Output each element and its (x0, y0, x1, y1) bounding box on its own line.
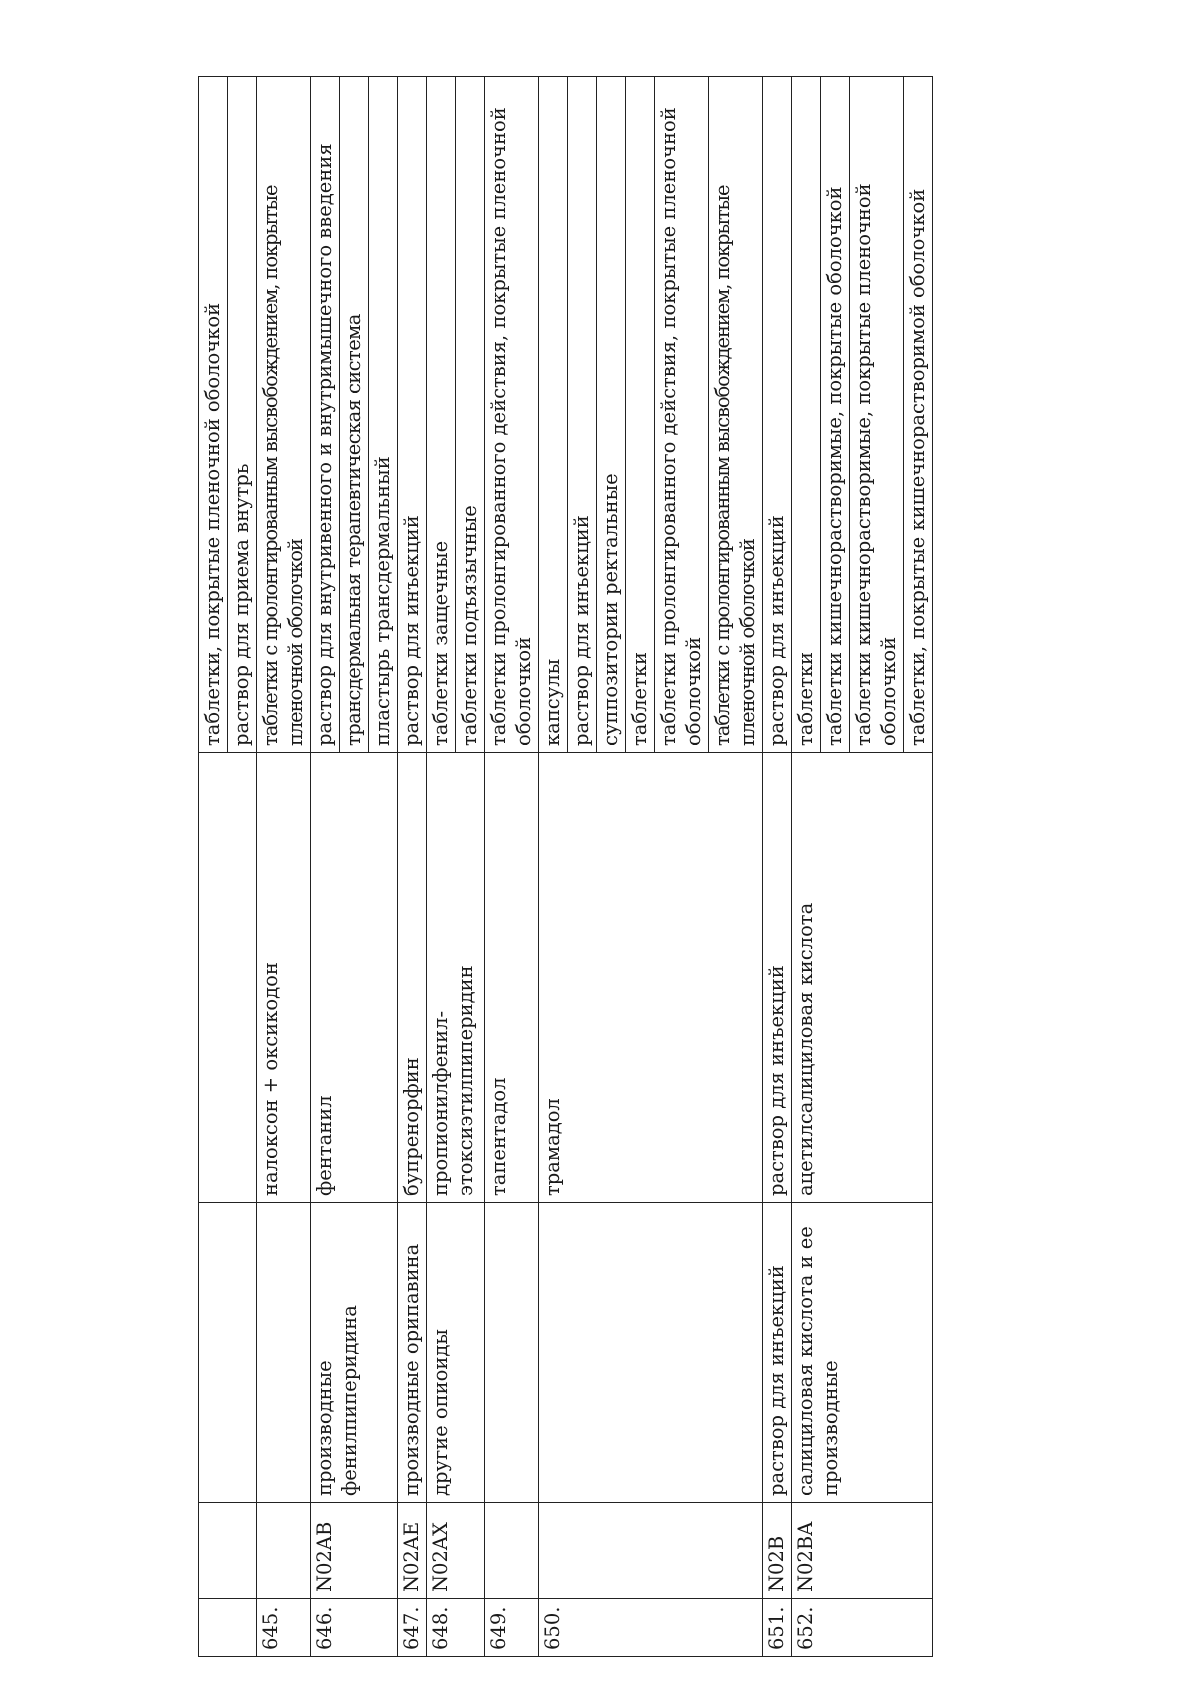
dosage-form: таблетки подъязычные (456, 77, 485, 753)
drug-name: ацетилсалициловая кислота (792, 753, 933, 1203)
row-number: 651. (763, 1599, 792, 1657)
table-row (539, 77, 568, 1657)
drug-name (427, 753, 485, 1203)
pharmacological-group (539, 1203, 763, 1503)
atc-code: N02B (763, 1503, 792, 1599)
drug-list-table (198, 76, 933, 1657)
dosage-form: раствор для инъекций (763, 77, 792, 753)
atc-code (485, 1503, 539, 1599)
table-row (311, 77, 340, 1657)
drug-name: трамадол (539, 753, 763, 1203)
drug-name: фентанил (311, 753, 398, 1203)
atc-code (539, 1503, 763, 1599)
pharmacological-group: салициловая кислота и ее производные (792, 1203, 933, 1503)
row-number: 647. (398, 1599, 427, 1657)
pharmacological-group: другие опиоиды (427, 1203, 485, 1503)
drug-name: тапентадол (485, 753, 539, 1203)
atc-code: N02BA (792, 1503, 933, 1599)
table-row (485, 77, 539, 1657)
pharmacological-group: производные орипавина (398, 1203, 427, 1503)
atc-code: N02AE (398, 1503, 427, 1599)
dosage-form: таблетки, покрытые пленочной оболочкой (199, 77, 228, 753)
rotated-page (198, 77, 1108, 1657)
row-number: 649. (485, 1599, 539, 1657)
atc-code: N02AB (311, 1503, 398, 1599)
pharmacological-group: раствор для инъекций (763, 1203, 792, 1503)
dosage-form: таблетки кишечнорастворимые, покрытые пленочной оболочкой (850, 77, 904, 753)
table-row (763, 77, 792, 1657)
pharmacological-group (257, 1203, 311, 1503)
dosage-form: таблетки защечные (427, 77, 456, 753)
drug-name-text: пропионилфенил-этоксиэтилпиперидин (429, 965, 477, 1196)
row-number (199, 1599, 257, 1657)
row-number: 650. (539, 1599, 763, 1657)
dosage-form: таблетки (626, 77, 655, 753)
drug-name (199, 753, 257, 1203)
dosage-form: трансдермальная терапевтическая система (340, 77, 369, 753)
pharmacological-group: производные фенилпиперидина (311, 1203, 398, 1503)
row-number: 648. (427, 1599, 485, 1657)
dosage-form: суппозитории ректальные (597, 77, 626, 753)
row-number: 646. (311, 1599, 398, 1657)
dosage-form: раствор для инъекций (568, 77, 597, 753)
dosage-form: таблетки (792, 77, 821, 753)
table-row (199, 77, 228, 1657)
dosage-form: капсулы (539, 77, 568, 753)
row-number: 645. (257, 1599, 311, 1657)
drug-name: налоксон + оксикодон (257, 753, 311, 1203)
table-row (792, 77, 821, 1657)
dosage-form: раствор для внутривенного и внутримышечного введения (311, 77, 340, 753)
dosage-form: пластырь трансдермальный (369, 77, 398, 753)
dosage-form: раствор для приема внутрь (228, 77, 257, 753)
dosage-form: таблетки с пролонгированным высвобождением, покрытые пленочной оболочкой (257, 77, 311, 753)
atc-code (199, 1503, 257, 1599)
pharmacological-group (199, 1203, 257, 1503)
dosage-form: таблетки пролонгированного действия, покрытые пленочной оболочкой (655, 77, 709, 753)
atc-code: N02AX (427, 1503, 485, 1599)
drug-name: бупренорфин (398, 753, 427, 1203)
drug-name: раствор для инъекций (763, 753, 792, 1203)
table-row (398, 77, 427, 1657)
dosage-form: таблетки пролонгированного действия, покрытые пленочной оболочкой (485, 77, 539, 753)
dosage-form: таблетки, покрытые кишечнорастворимой оболочкой (904, 77, 933, 753)
row-number: 652. (792, 1599, 933, 1657)
table-row (427, 77, 456, 1657)
pharmacological-group (485, 1203, 539, 1503)
dosage-form: таблетки кишечнорастворимые, покрытые оболочкой (821, 77, 850, 753)
table-row (257, 77, 311, 1657)
atc-code (257, 1503, 311, 1599)
dosage-form: раствор для инъекций (398, 77, 427, 753)
dosage-form: таблетки с пролонгированным высвобождением, покрытые пленочной оболочкой (709, 77, 763, 753)
